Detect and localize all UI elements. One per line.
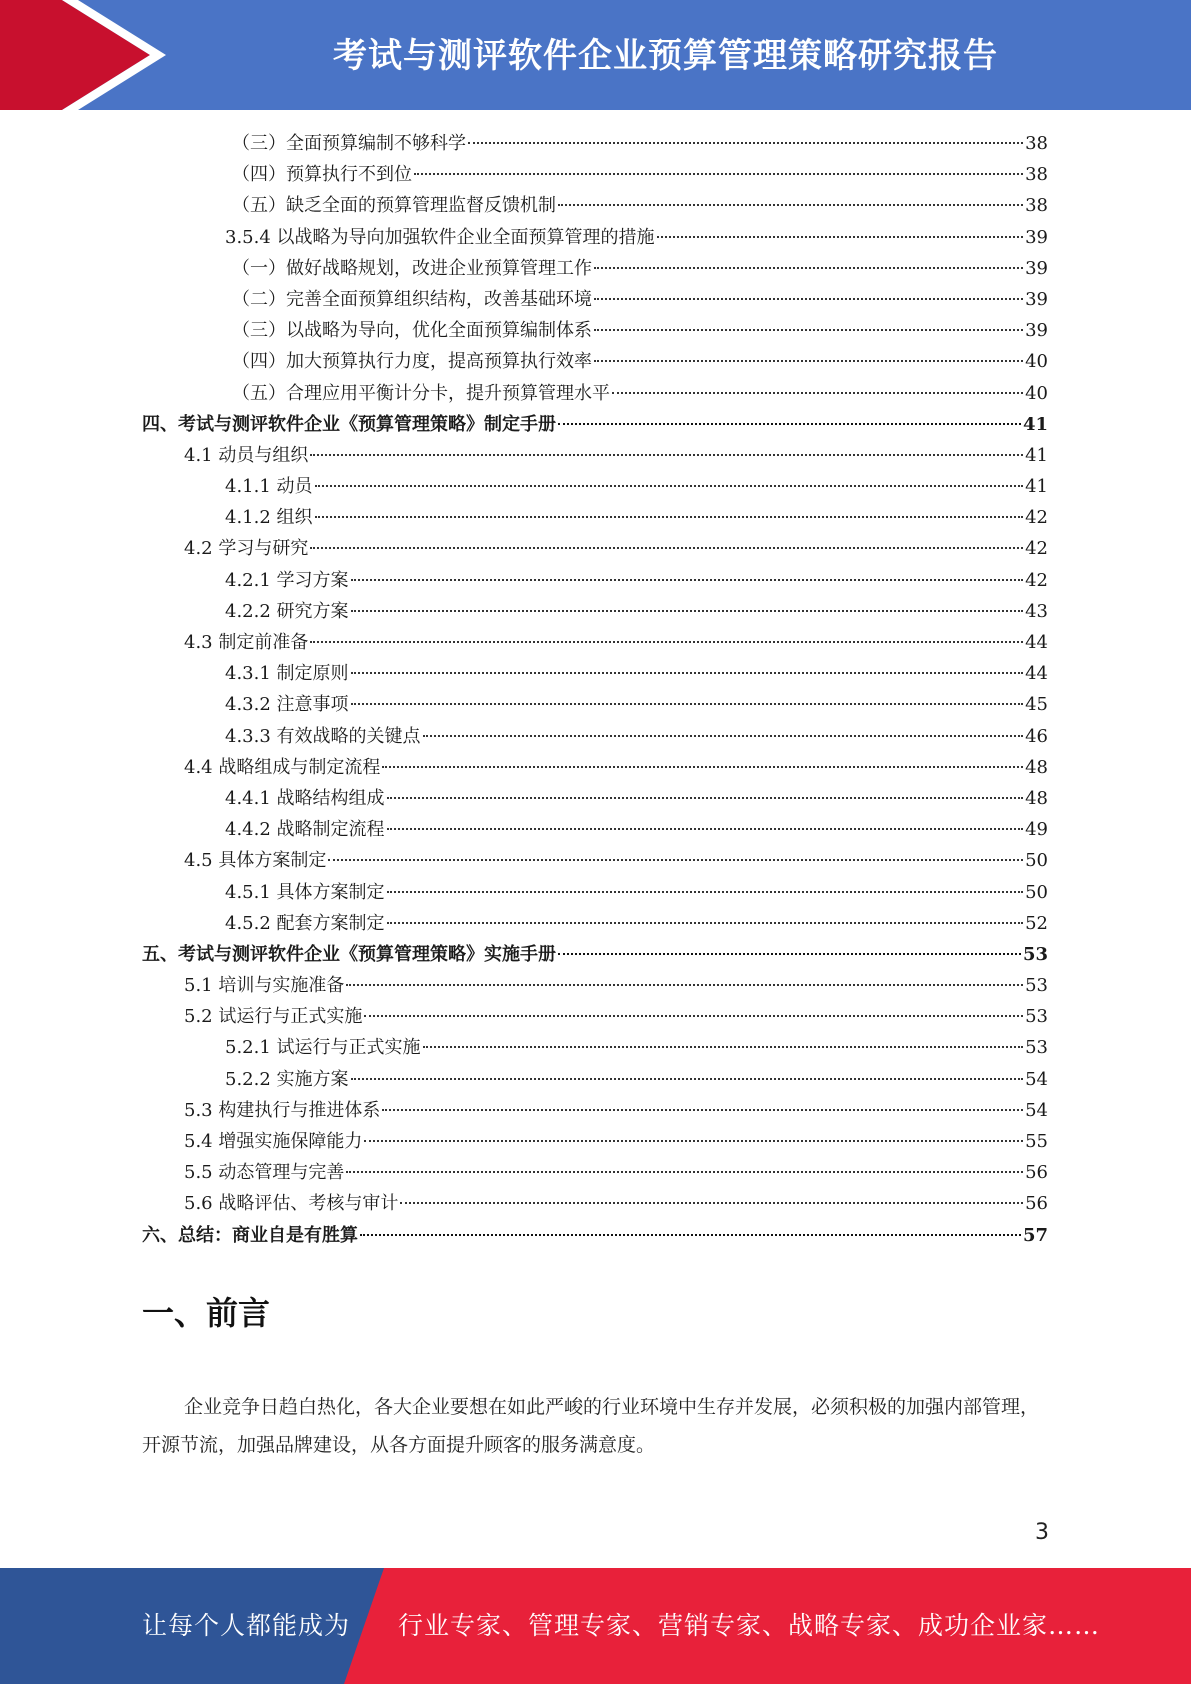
toc-dot-leader: [468, 142, 1023, 144]
toc-entry-page: 48: [1025, 756, 1048, 778]
toc-entry[interactable]: [142, 1157, 1048, 1188]
toc-entry-page: 49: [1025, 819, 1048, 841]
toc-entry-page: 54: [1025, 1099, 1048, 1121]
toc-entry[interactable]: [142, 378, 1048, 409]
toc-entry-page: 50: [1025, 881, 1048, 903]
toc-entry-label: 五、考试与测评软件企业《预算管理策略》实施手册: [142, 943, 556, 965]
toc-dot-leader: [558, 423, 1021, 425]
toc-entry-label: 4.4.2 战略制定流程: [225, 819, 385, 841]
toc-dot-leader: [558, 953, 1021, 955]
footer-slogan-right: 行业专家、管理专家、营销专家、战略专家、成功企业家……: [398, 1611, 1101, 1640]
toc-entry-page: 39: [1025, 288, 1048, 310]
toc-dot-leader: [382, 1109, 1023, 1111]
toc-entry-label: 4.4.1 战略结构组成: [225, 787, 385, 809]
toc-entry-page: 41: [1025, 444, 1048, 466]
toc-dot-leader: [387, 922, 1024, 924]
toc-entry[interactable]: [142, 752, 1048, 783]
toc-entry[interactable]: [142, 1095, 1048, 1126]
toc-entry[interactable]: [142, 128, 1048, 159]
toc-entry-page: 38: [1025, 133, 1048, 154]
section-heading: 一、前言: [142, 1294, 271, 1332]
toc-entry-page: 52: [1025, 912, 1048, 934]
toc-entry-label: 5.4 增强实施保障能力: [184, 1131, 363, 1152]
toc-entry-label: （三）以战略为导向，优化全面预算编制体系: [232, 320, 592, 342]
toc-entry-label: 4.5 具体方案制定: [184, 850, 327, 872]
toc-entry-page: 44: [1025, 663, 1048, 685]
toc-entry-label: 4.1.2 组织: [225, 507, 313, 529]
toc-entry[interactable]: [142, 845, 1048, 876]
page-number: 3: [1035, 1520, 1049, 1545]
toc-entry[interactable]: [142, 471, 1048, 502]
toc-entry-label: 3.5.4 以战略为导向加强软件企业全面预算管理的措施: [225, 226, 655, 248]
toc-entry-label: 5.1 培训与实施准备: [184, 975, 345, 997]
toc-entry-page: 44: [1025, 632, 1048, 653]
toc-entry[interactable]: [142, 1001, 1048, 1032]
toc-entry-label: 六、总结：商业自是有胜算: [142, 1224, 358, 1246]
toc-dot-leader: [310, 454, 1023, 456]
toc-entry[interactable]: [142, 1126, 1048, 1157]
toc-entry[interactable]: [142, 1188, 1048, 1219]
toc-entry-label: （四）加大预算执行力度，提高预算执行效率: [232, 351, 592, 373]
toc-dot-leader: [310, 547, 1023, 549]
table-of-contents: [142, 128, 1048, 1251]
toc-entry-label: 4.1.1 动员: [225, 476, 313, 498]
toc-entry[interactable]: [142, 409, 1048, 440]
toc-entry-label: 5.3 构建执行与推进体系: [184, 1099, 381, 1121]
toc-entry[interactable]: [142, 315, 1048, 346]
toc-dot-leader: [364, 1140, 1023, 1142]
toc-entry-page: 42: [1025, 538, 1048, 560]
toc-entry-label: 4.3.2 注意事项: [225, 694, 349, 716]
toc-entry-page: 38: [1025, 195, 1048, 217]
footer-slogan-left: 让每个人都能成为: [142, 1611, 351, 1640]
toc-dot-leader: [346, 984, 1023, 986]
toc-entry-page: 42: [1025, 507, 1048, 529]
toc-entry-page: 40: [1025, 351, 1048, 373]
toc-dot-leader: [364, 1015, 1023, 1017]
toc-dot-leader: [360, 1234, 1021, 1236]
toc-entry-label: 5.6 战略评估、考核与审计: [184, 1193, 399, 1215]
toc-entry-label: 4.3.1 制定原则: [225, 663, 349, 685]
body-paragraph: 企业竞争日趋白热化，各大企业要想在如此严峻的行业环境中生存并发展，必须积极的加强内部管理，开源节流，加强品牌建设，从各方面提升顾客的服务满意度。: [142, 1396, 1040, 1456]
toc-dot-leader: [328, 859, 1023, 861]
toc-dot-leader: [315, 485, 1024, 487]
header-banner: [0, 0, 1191, 110]
toc-entry[interactable]: [142, 222, 1048, 253]
toc-dot-leader: [351, 579, 1024, 581]
toc-entry-label: （二）完善全面预算组织结构，改善基础环境: [232, 288, 592, 310]
toc-entry[interactable]: [142, 658, 1048, 689]
toc-dot-leader: [387, 797, 1024, 799]
toc-dot-leader: [423, 735, 1024, 737]
toc-dot-leader: [351, 672, 1024, 674]
toc-dot-leader: [382, 766, 1023, 768]
toc-entry-label: 4.2 学习与研究: [184, 538, 309, 560]
toc-dot-leader: [387, 891, 1024, 893]
toc-entry[interactable]: [142, 190, 1048, 221]
toc-entry-page: 56: [1025, 1162, 1048, 1184]
toc-entry-page: 45: [1025, 694, 1048, 716]
toc-entry-label: （五）合理应用平衡计分卡，提升预算管理水平: [232, 382, 610, 404]
toc-entry[interactable]: [142, 814, 1048, 845]
footer-banner: [0, 1568, 1191, 1684]
toc-entry-label: 4.2.2 研究方案: [225, 600, 349, 622]
toc-entry[interactable]: [142, 689, 1048, 720]
toc-entry[interactable]: [142, 284, 1048, 315]
toc-dot-leader: [387, 828, 1024, 830]
toc-entry-label: （四）预算执行不到位: [232, 164, 412, 186]
toc-entry-page: 39: [1025, 320, 1048, 342]
toc-entry-label: 5.2 试运行与正式实施: [184, 1006, 363, 1028]
toc-entry[interactable]: [142, 1032, 1048, 1063]
toc-entry-page: 55: [1025, 1131, 1048, 1152]
toc-entry[interactable]: [142, 877, 1048, 908]
toc-entry-label: （一）做好战略规划，改进企业预算管理工作: [232, 257, 592, 279]
toc-entry-page: 53: [1025, 1037, 1048, 1059]
toc-dot-leader: [400, 1202, 1023, 1204]
toc-dot-leader: [351, 703, 1024, 705]
toc-entry[interactable]: [142, 627, 1048, 658]
toc-dot-leader: [351, 610, 1024, 612]
toc-entry-label: 5.5 动态管理与完善: [184, 1162, 345, 1184]
toc-entry-page: 42: [1025, 569, 1048, 591]
toc-entry-page: 57: [1022, 1224, 1048, 1246]
toc-entry-page: 39: [1025, 226, 1048, 248]
toc-entry[interactable]: [142, 440, 1048, 471]
toc-dot-leader: [315, 516, 1024, 518]
toc-entry-label: 5.2.1 试运行与正式实施: [225, 1037, 421, 1059]
toc-entry-label: （五）缺乏全面的预算管理监督反馈机制: [232, 195, 556, 217]
toc-entry-page: 53: [1025, 1006, 1048, 1028]
toc-entry-label: 4.1 动员与组织: [184, 444, 309, 466]
toc-dot-leader: [346, 1171, 1023, 1173]
toc-entry-page: 41: [1022, 413, 1048, 435]
toc-entry-page: 50: [1025, 850, 1048, 872]
toc-entry-label: 4.5.2 配套方案制定: [225, 912, 385, 934]
toc-entry-page: 38: [1025, 164, 1048, 186]
toc-entry-label: 5.2.2 实施方案: [225, 1068, 349, 1090]
toc-entry-page: 54: [1025, 1068, 1048, 1090]
toc-entry[interactable]: [142, 783, 1048, 814]
toc-entry-page: 43: [1025, 600, 1048, 622]
toc-entry[interactable]: [142, 502, 1048, 533]
toc-entry[interactable]: [142, 565, 1048, 596]
toc-entry[interactable]: [142, 253, 1048, 284]
toc-dot-leader: [594, 267, 1023, 269]
toc-entry-label: 4.5.1 具体方案制定: [225, 881, 385, 903]
toc-dot-leader: [423, 1046, 1024, 1048]
toc-entry-label: 4.2.1 学习方案: [225, 569, 349, 591]
toc-dot-leader: [594, 298, 1023, 300]
toc-entry[interactable]: [142, 721, 1048, 752]
toc-entry-label: 4.4 战略组成与制定流程: [184, 756, 381, 778]
toc-entry-page: 56: [1025, 1193, 1048, 1215]
toc-entry-page: 48: [1025, 787, 1048, 809]
toc-dot-leader: [310, 641, 1023, 643]
toc-entry[interactable]: [142, 1064, 1048, 1095]
toc-entry-label: （三）全面预算编制不够科学: [232, 133, 466, 154]
toc-dot-leader: [414, 173, 1023, 175]
toc-entry-page: 40: [1025, 382, 1048, 404]
toc-entry[interactable]: [142, 346, 1048, 377]
toc-entry[interactable]: [142, 1220, 1048, 1251]
document-title: 考试与测评软件企业预算管理策略研究报告: [333, 36, 998, 76]
toc-entry-page: 53: [1025, 975, 1048, 997]
toc-dot-leader: [612, 392, 1023, 394]
toc-entry[interactable]: [142, 533, 1048, 564]
toc-entry-label: 4.3.3 有效战略的关键点: [225, 725, 421, 747]
toc-entry-label: 四、考试与测评软件企业《预算管理策略》制定手册: [142, 413, 556, 435]
toc-dot-leader: [594, 360, 1023, 362]
toc-entry[interactable]: [142, 159, 1048, 190]
toc-dot-leader: [594, 329, 1023, 331]
toc-entry[interactable]: [142, 596, 1048, 627]
toc-entry[interactable]: [142, 939, 1048, 970]
toc-entry-page: 39: [1025, 257, 1048, 279]
toc-entry-page: 41: [1025, 476, 1048, 498]
toc-entry[interactable]: [142, 970, 1048, 1001]
toc-dot-leader: [657, 236, 1024, 238]
toc-entry-page: 46: [1025, 725, 1048, 747]
toc-dot-leader: [558, 204, 1023, 206]
toc-entry[interactable]: [142, 908, 1048, 939]
toc-entry-page: 53: [1022, 943, 1048, 965]
toc-dot-leader: [351, 1078, 1024, 1080]
toc-entry-label: 4.3 制定前准备: [184, 632, 309, 653]
